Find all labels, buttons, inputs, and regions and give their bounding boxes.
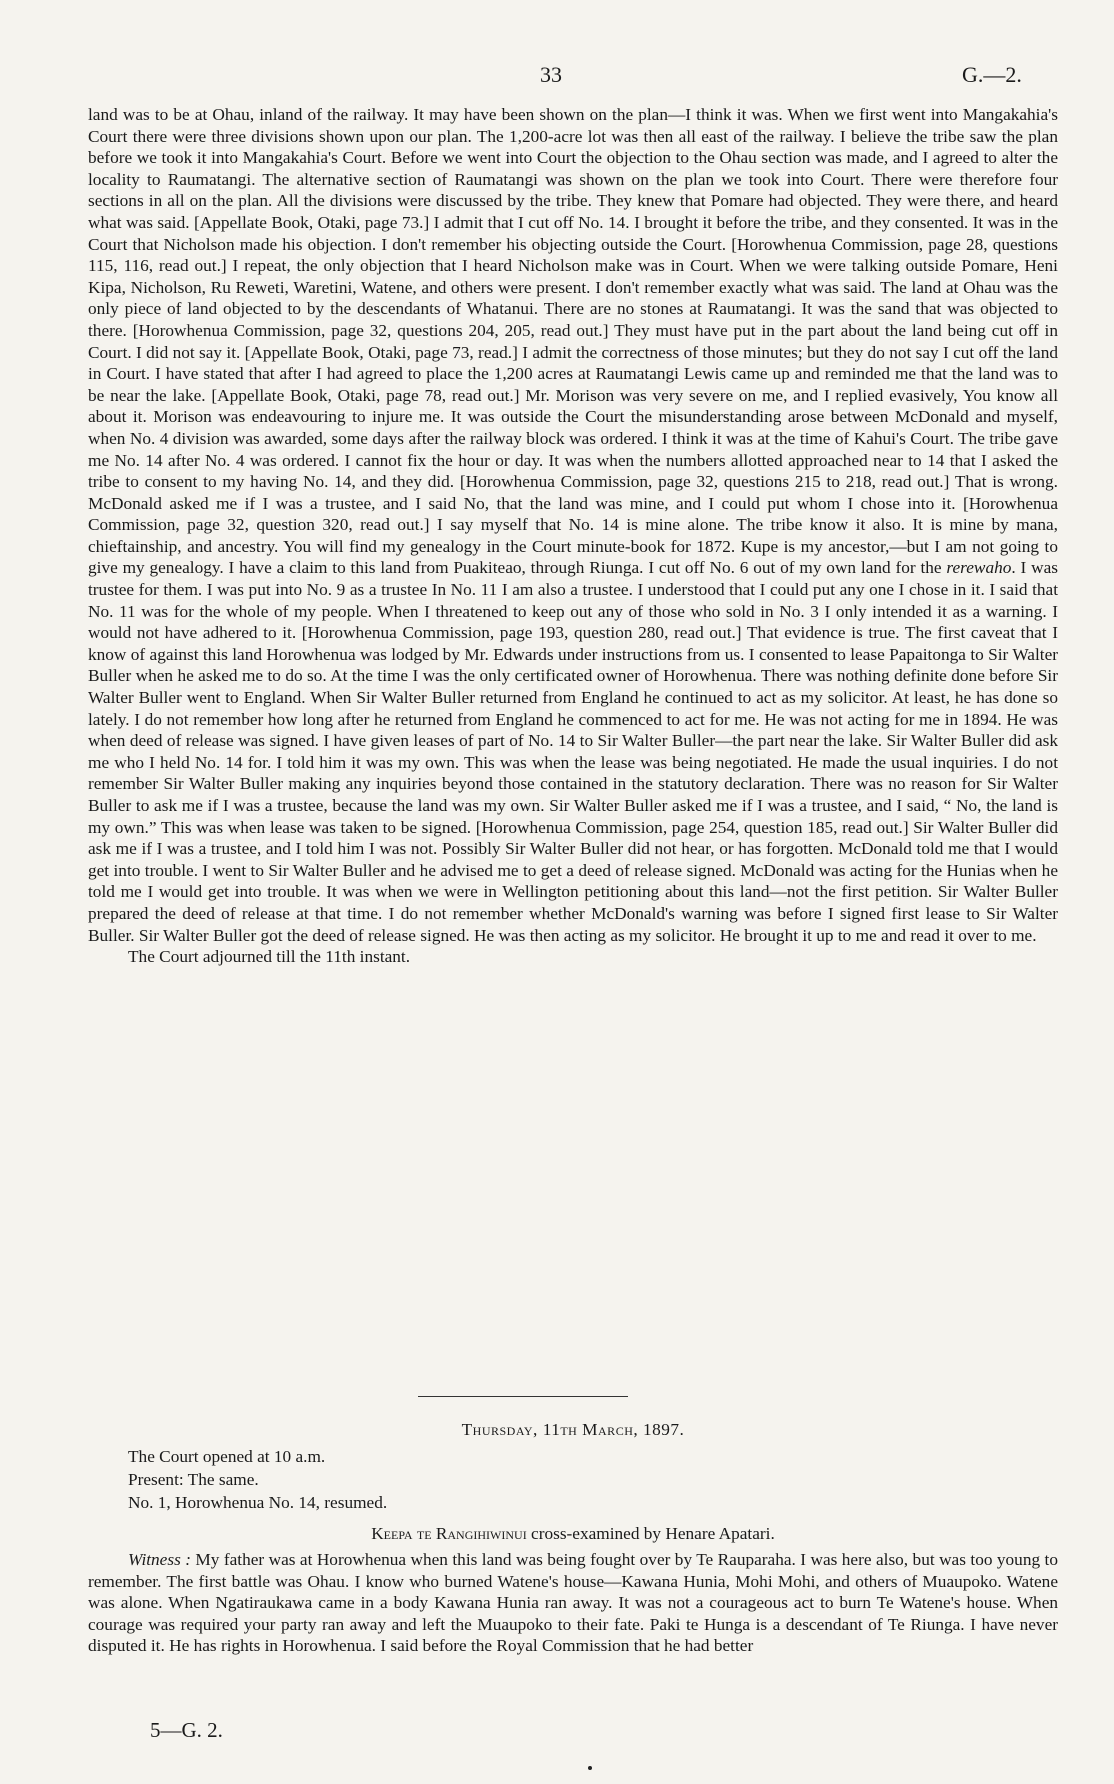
witness-heading-rest: cross-examined by Henare Apatari. [526,1524,775,1543]
case-resumed: No. 1, Horowhenua No. 14, resumed. [128,1493,388,1512]
paragraph-text-continued: . I was trustee for them. I was put into No. 9 as a trustee In No. 11 I am also a trustee. I understood that I could put any one I chose in it. I said that No. 11 was for the whole of my people. When I threatened to keep out any of those who sold in No. 3 I only intended it as a warning. I would not have adhered to it. [Horowhenua Commission, page 193, question 280, read out.] That evidence is true. The first caveat that I know of against this land Horowhenua was lodged by Mr. Edwards under instructions from us. I consented to lease Papaitonga to Sir Walter Buller when he asked me to do so. At the time I was the only certificated owner of Horowhenua. There was nothing definite done before Sir Walter Buller went to England. When Sir Walter Buller returned from England he continued to act as my solicitor. At least, he has done so lately. I do not remember how long after he returned from England he commenced to act for me. He was not acting for me in 1894. He was when deed of release was signed. I have given leases of part of No. 14 to Sir Walter Buller—the part near the lake. Sir Walter Buller did ask me who I held No. 14 for. I told him it was my own. This was when the lease was being negotiated. He made the usual inquiries. I do not remember Sir Walter Buller making any inquiries beyond those contained in the statutory declaration. There was no reason for Sir Walter Buller to ask me if I was a trustee, because the land was my own. Sir Walter Buller asked me if I was a trustee, and I said, “ No, the land is my own.” This was when lease was taken to be signed. [Horowhenua Commission, page 254, question 185, read out.] Sir Walter Buller did ask me if I was a trustee, and I told him I was not. Possibly Sir Walter Buller did not hear, or has forgotten. McDonald told me that I would get into trouble. I went to Sir Walter Buller and he advised me to get a deed of release signed. McDonald was acting for the Hunias when he told me I would get into trouble. It was when we were in Wellington petitioning about this land—not the first petition. Sir Walter Buller prepared the deed of release at that time. I do not remember whether McDonald's warning was before I signed first lease to Sir Walter Buller. Sir Walter Buller got the deed of release signed. He was then acting as my solicitor. He brought it up to me and read it over to me. [88,558,1059,945]
witness-heading [88,1522,1058,1545]
session-section [88,1418,1058,1657]
date-heading: Thursday, 11th March, 1897. [461,1420,685,1439]
document-reference: G.—2. [962,62,1022,87]
italic-term: rerewaho [946,558,1012,578]
adjournment-note: The Court adjourned till the 11th instant. [128,947,411,967]
page-header [0,62,1114,92]
body-text [88,104,1058,968]
witness-label: Witness : [128,1550,191,1569]
witness-testimony-text: My father was at Horowhenua when this land was being fought over by Te Rauparaha. I was here also, but was too young to remember. The first battle was Ohau. I know who burned Watene's house—Kawana Hunia, Mohi Mohi, and others of Muaupoko. Watene was alone. When Ngatiraukawa came in a body Kawana Hunia ran away. It was not a courageous act to burn Te Watene's house. When courage was required your party ran away and left the Muaupoko to their fate. Paki te Hunga is a descendant of Te Riunga. I have never disputed it. He has rights in Horowhenua. I said before the Royal Commission that he had better [88,1550,1058,1656]
court-opened: The Court opened at 10 a.m. [128,1447,326,1466]
witness-testimony [88,1549,1058,1657]
evidence-paragraph [88,104,1058,946]
page-number: 33 [540,62,562,87]
witness-name: Keepa te Rangihiwinui [371,1524,527,1543]
present-note: Present: The same. [128,1470,259,1489]
section-divider [418,1396,628,1397]
paragraph-text: land was to be at Ohau, inland of the railway. It may have been shown on the plan—I think it was. When we first went into Mangakahia's Court there were three divisions shown upon our plan. The 1,200-acre lot was then all east of the railway. I believe the tribe saw the plan before we took it into Mangakahia's Court. Before we went into Court the objection to the Ohau section was made, and I agreed to alter the locality to Raumatangi. The alternative section of Raumatangi was shown on the plan we took into Court. There were therefore four sections in all on the plan. All the divisions were discussed by the tribe. They knew that Pomare had objected. They were there, and heard what was said. [Appellate Book, Otaki, page 73.] I admit that I cut off No. 14. I brought it before the tribe, and they consented. It was in the Court that Nicholson made his objection. I don't remember his objecting outside the Court. [Horowhenua Commission, page 28, questions 115, 116, read out.] I repeat, the only objection that I heard Nicholson make was in Court. When we were talking outside Pomare, Heni Kipa, Nicholson, Ru Reweti, Waretini, Watene, and others were present. I don't remember exactly what was said. The land at Ohau was the only piece of land objected to by the descendants of Whatanui. There are no stones at Raumatangi. It was the sand that was objected to there. [Horowhenua Commission, page 32, questions 204, 205, read out.] They must have put in the part about the land being cut off in Court. I did not say it. [Appellate Book, Otaki, page 73, read.] I admit the correctness of those minutes; but they do not say I cut off the land in Court. I have stated that after I had agreed to place the 1,200 acres at Raumatangi Lewis came up and reminded me that the land was to be near the lake. [Appellate Book, Otaki, page 78, read out.] Mr. Morison was very severe on me, and I replied evasively, You know all about it. Morison was endeavouring to injure me. It was outside the Court the misunderstanding arose between McDonald and myself, when No. 4 division was awarded, some days after the railway block was ordered. I think it was at the time of Kahui's Court. The tribe gave me No. 14 after No. 4 was ordered. I cannot fix the hour or day. It was when the numbers allotted approached near to 14 that I asked the tribe to consent to my having No. 14, and they did. [Horowhenua Commission, page 32, questions 215 to 218, read out.] That is wrong. McDonald asked me if I was a trustee, and I said No, that the land was mine, and I could put whom I chose into it. [Horowhenua Commission, page 32, question 320, read out.] I say myself that No. 14 is mine alone. The tribe know it also. It is mine by mana, chieftainship, and ancestry. You will find my genealogy in the Court minute-book for 1872. Kupe is my ancestor,—but I am not going to give my genealogy. I have a claim to this land from Puakiteao, through Riunga. I cut off No. 6 out of my own land for the [88,105,1058,578]
page-dot [588,1766,592,1770]
signature-mark: 5—G. 2. [150,1718,223,1742]
